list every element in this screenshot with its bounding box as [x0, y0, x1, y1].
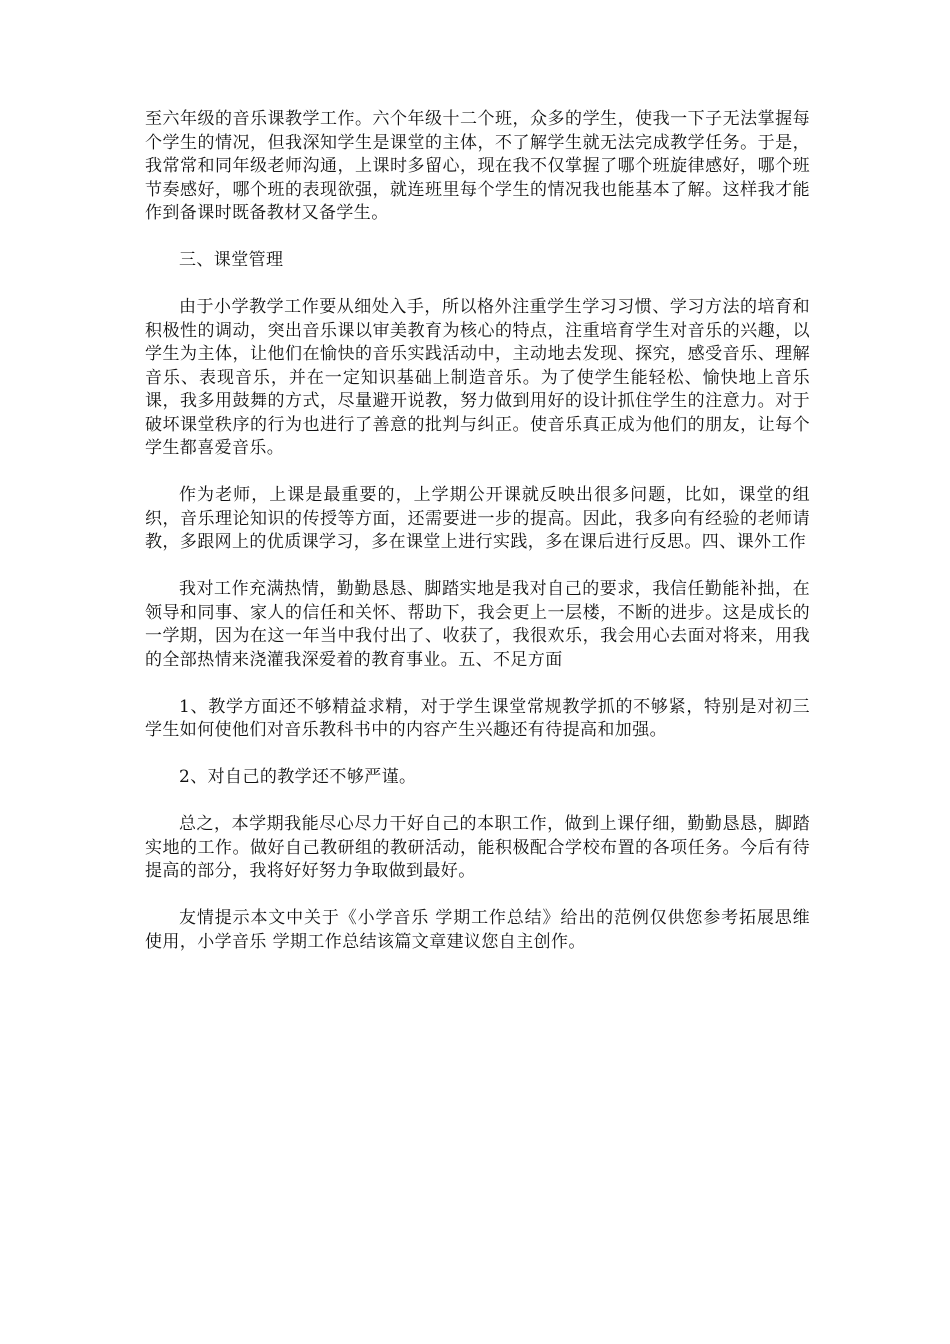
section-heading-classroom-management: 三、课堂管理 [179, 250, 284, 270]
paragraph-notice: 友情提示本文中关于《小学音乐 学期工作总结》给出的范例仅供您参考拓展思维使用，小学音乐 学期工作总结该篇文章建议您自主创作。 [145, 908, 810, 952]
document-body [145, 108, 810, 978]
paragraph-work-attitude: 我对工作充满热情，勤勤恳恳、脚踏实地是我对自己的要求，我信任勤能补拙，在领导和同事、家人的信任和关怀、帮助下，我会更上一层楼，不断的进步。这是成长的一学期，因为在这一年当中我付出了、收获了，我很欢乐，我会用心去面对将来，用我的全部热情来浇灌我深爱着的教育事业。五、不足方面 [145, 579, 810, 670]
list-item-shortcoming-2: 2、对自己的教学还不够严谨。 [179, 767, 417, 787]
paragraph-summary: 总之，本学期我能尽心尽力干好自己的本职工作，做到上课仔细，勤勤恳恳，脚踏实地的工作。做好自己教研组的教研活动，能积极配合学校布置的各项任务。今后有待提高的部分，我将好好努力争取做到最好。 [145, 814, 810, 881]
list-item-shortcoming-1: 1、教学方面还不够精益求精，对于学生课堂常规教学抓的不够紧，特别是对初三学生如何使他们对音乐教科书中的内容产生兴趣还有待提高和加强。 [145, 696, 810, 740]
paragraph-classroom-management: 由于小学教学工作要从细处入手，所以格外注重学生学习习惯、学习方法的培育和积极性的调动，突出音乐课以审美教育为核心的特点，注重培育学生对音乐的兴趣，以学生为主体，让他们在愉快的音乐实践活动中，主动地去发现、探究，感受音乐、理解音乐、表现音乐，并在一定知识基础上制造音乐。为了使学生能轻松、愉快地上音乐课，我多用鼓舞的方式，尽量避开说教，努力做到用好的设计抓住学生的注意力。对于破坏课堂秩序的行为也进行了善意的批判与纠正。使音乐真正成为他们的朋友，让每个学生都喜爱音乐。 [145, 297, 810, 458]
paragraph-teaching-reflection: 作为老师，上课是最重要的，上学期公开课就反映出很多问题，比如，课堂的组织，音乐理论知识的传授等方面，还需要进一步的提高。因此，我多向有经验的老师请教，多跟网上的优质课学习，多在课堂上进行实践，多在课后进行反思。四、课外工作 [145, 485, 810, 552]
paragraph-continuation: 至六年级的音乐课教学工作。六个年级十二个班，众多的学生，使我一下子无法掌握每个学生的情况，但我深知学生是课堂的主体，不了解学生就无法完成教学任务。于是，我常常和同年级老师沟通，上课时多留心，现在我不仅掌握了哪个班旋律感好，哪个班节奏感好，哪个班的表现欲强，就连班里每个学生的情况我也能基本了解。这样我才能作到备课时既备教材又备学生。 [145, 109, 810, 223]
